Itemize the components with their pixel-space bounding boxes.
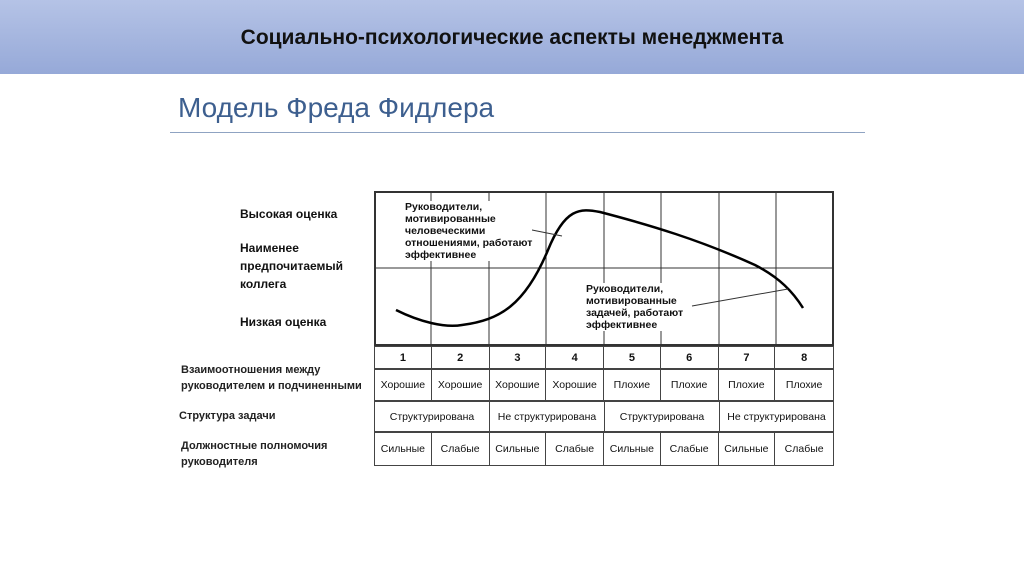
situation-number: 5 (604, 347, 661, 368)
power-cell: Сильные (719, 433, 776, 465)
relations-cell: Плохие (719, 370, 776, 400)
situation-numbers-row (374, 346, 834, 369)
lpc-label-line2: предпочитаемый (240, 259, 344, 273)
structure-cell: Структурирована (375, 402, 490, 431)
situation-number: 6 (661, 347, 719, 368)
lpc-label-line1: Наименее (240, 241, 299, 255)
situation-number: 7 (719, 347, 776, 368)
power-cell: Сильные (490, 433, 547, 465)
power-cell: Слабые (661, 433, 719, 465)
lpc-label-line3: коллега (240, 277, 287, 291)
situation-number: 1 (375, 347, 432, 368)
structure-label: Структура задачи (179, 410, 276, 422)
situation-number: 4 (546, 347, 604, 368)
relations-cell: Хорошие (490, 370, 547, 400)
structure-cell: Не структурирована (490, 402, 605, 431)
situation-number: 8 (801, 351, 808, 364)
power-cell: Сильные (604, 433, 661, 465)
high-score-label: Высокая оценка (240, 207, 338, 221)
task-pointer-line (692, 289, 788, 306)
relations-cell: Плохие (604, 370, 661, 400)
low-score-label: Низкая оценка (240, 315, 327, 329)
power-cell: Слабые (432, 433, 490, 465)
relations-label-line2: руководителем и подчиненными (181, 380, 362, 392)
power-cell: Слабые (546, 433, 604, 465)
structure-cell: Структурирована (605, 402, 720, 431)
relations-label-line1: Взаимоотношения между (181, 364, 321, 376)
header-title: Социально-психологические аспекты менеджмента (240, 26, 784, 49)
power-row (374, 432, 834, 466)
power-label-line2: руководителя (181, 456, 258, 468)
relations-note: Руководители, мотивированные человеческими отношениями, работают эффективнее (405, 201, 533, 261)
relations-cell: Хорошие (546, 370, 604, 400)
power-cell: Слабые (784, 443, 824, 455)
structure-row (374, 401, 834, 432)
situation-number: 3 (490, 347, 547, 368)
slide-title: Модель Фреда Фидлера (178, 92, 495, 123)
relations-cell: Плохие (661, 370, 719, 400)
power-label-line1: Должностные полномочия (181, 440, 328, 452)
relations-cell: Плохие (785, 379, 823, 391)
relations-cell: Хорошие (375, 370, 432, 400)
power-cell: Сильные (375, 433, 432, 465)
situation-number: 2 (432, 347, 490, 368)
task-note: Руководители, мотивированные задачей, работают эффективнее (586, 283, 684, 331)
relations-cell: Хорошие (432, 370, 490, 400)
relations-row (374, 369, 834, 401)
structure-cell: Не структурирована (727, 410, 826, 423)
